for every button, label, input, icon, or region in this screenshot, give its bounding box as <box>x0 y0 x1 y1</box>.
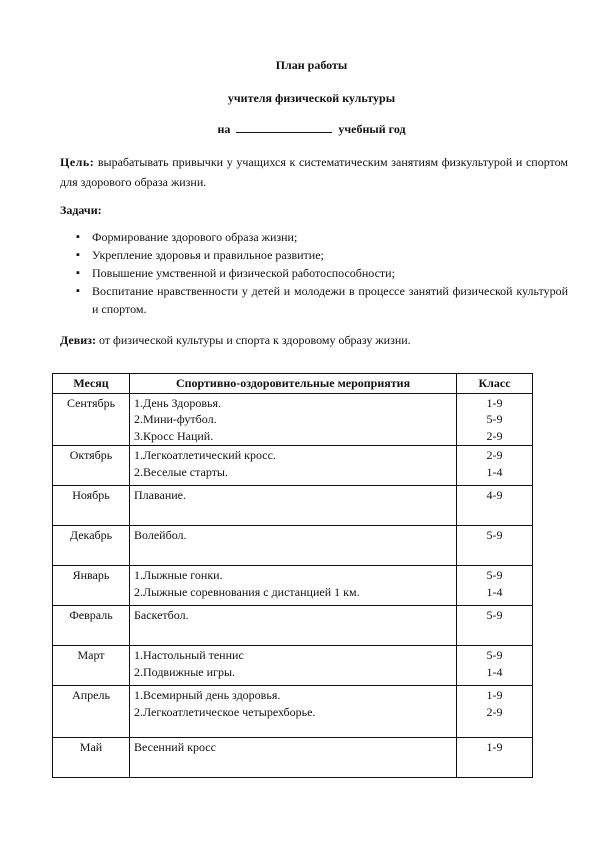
grade-item: 4-9 <box>486 488 503 502</box>
event-item: 1.Настольный теннис <box>134 648 244 662</box>
goal-text: вырабатывать привычки у учащихся к систематическим занятиям физкультурой и спортом для здорового образа жизни. <box>60 155 569 189</box>
grade-item: 1-9 <box>486 395 503 410</box>
events-cell <box>130 486 457 526</box>
event-item: 2.Лыжные соревнования с дистанцией 1 км. <box>134 584 360 599</box>
column-header-month: Месяц <box>53 374 130 394</box>
column-header-events: Спортивно-оздоровительные мероприятия <box>130 374 457 394</box>
grades-cell <box>457 686 533 738</box>
event-item: 3.Кросс Наций. <box>134 428 214 443</box>
month-cell: Март <box>53 646 130 686</box>
doc-year-line <box>14 122 595 137</box>
events-cell <box>130 738 457 778</box>
month-cell: Ноябрь <box>53 486 130 526</box>
events-cell <box>130 646 457 686</box>
year-prefix: на <box>217 122 231 136</box>
grade-item: 1-4 <box>486 664 503 679</box>
table-row <box>53 686 533 738</box>
month-cell: Октябрь <box>53 446 130 486</box>
month-cell: Декабрь <box>53 526 130 566</box>
event-item: Плавание. <box>134 488 186 502</box>
month-cell: Январь <box>53 566 130 606</box>
grade-item: 5-9 <box>486 608 503 622</box>
table-row <box>53 738 533 778</box>
grade-item: 5-9 <box>486 648 503 662</box>
grade-item: 1-9 <box>486 688 503 702</box>
tasks-heading: Задачи: <box>60 203 102 217</box>
activity-plan-table <box>52 373 533 778</box>
event-item: 2.Мини-футбол. <box>134 412 217 426</box>
event-item: Волейбол. <box>134 528 187 542</box>
grade-item: 5-9 <box>486 412 503 426</box>
table-row <box>53 566 533 606</box>
grade-item: 5-9 <box>486 568 503 582</box>
event-item: 2.Веселые старты. <box>134 464 228 479</box>
event-item: 1.Всемирный день здоровья. <box>134 688 281 702</box>
grades-cell <box>457 486 533 526</box>
month-cell: Апрель <box>53 686 130 738</box>
doc-title: План работы <box>275 58 348 72</box>
task-item: ▪ Воспитание нравственности у детей и молодежи в процессе занятий физической культурой и спортом. <box>76 282 568 318</box>
events-cell <box>130 686 457 738</box>
table-row <box>53 393 533 446</box>
motto-text: от физической культуры и спорта к здоровому образу жизни. <box>98 333 411 347</box>
events-cell <box>130 393 457 446</box>
tasks-list <box>76 228 568 318</box>
month-cell: Май <box>53 738 130 778</box>
goal-paragraph <box>60 152 568 192</box>
events-cell <box>130 446 457 486</box>
table-row <box>53 646 533 686</box>
grades-cell <box>457 646 533 686</box>
grades-cell <box>457 526 533 566</box>
grades-cell <box>457 393 533 446</box>
event-item: 2.Легкоатлетическое четырехборье. <box>134 704 316 719</box>
column-header-grades: Класс <box>457 374 533 394</box>
month-cell: Февраль <box>53 606 130 646</box>
event-item: Весенний кросс <box>134 740 216 754</box>
year-blank-line <box>236 122 332 133</box>
grade-item: 2-9 <box>486 428 503 443</box>
event-item: 1.День Здоровья. <box>134 395 222 410</box>
table-row <box>53 526 533 566</box>
grade-item: 1-4 <box>486 584 503 599</box>
event-item: 2.Подвижные игры. <box>134 664 236 679</box>
doc-subtitle: учителя физической культуры <box>227 91 396 105</box>
motto-label: Девиз: <box>60 333 96 347</box>
table-row <box>53 446 533 486</box>
year-suffix: учебный год <box>338 122 406 136</box>
event-item: 1.Легкоатлетический кросс. <box>134 448 276 462</box>
table-row <box>53 486 533 526</box>
events-cell <box>130 566 457 606</box>
motto-paragraph <box>60 333 411 348</box>
grade-item: 1-9 <box>486 740 503 754</box>
grades-cell <box>457 606 533 646</box>
event-item: 1.Лыжные гонки. <box>134 568 223 582</box>
task-item: ▪ Укрепление здоровья и правильное развитие; <box>76 246 568 264</box>
task-item: ▪ Повышение умственной и физической работоспособности; <box>76 264 568 282</box>
month-cell: Сентябрь <box>53 393 130 446</box>
grade-item: 5-9 <box>486 528 503 542</box>
events-cell <box>130 526 457 566</box>
grades-cell <box>457 738 533 778</box>
table-header-row <box>53 374 533 394</box>
grade-item: 2-9 <box>486 704 503 719</box>
grade-item: 2-9 <box>486 448 503 462</box>
event-item: Баскетбол. <box>134 608 189 622</box>
grades-cell <box>457 446 533 486</box>
table-row <box>53 606 533 646</box>
grade-item: 1-4 <box>486 464 503 479</box>
goal-label: Цель: <box>60 155 95 169</box>
task-item: ▪ Формирование здорового образа жизни; <box>76 228 568 246</box>
grades-cell <box>457 566 533 606</box>
events-cell <box>130 606 457 646</box>
